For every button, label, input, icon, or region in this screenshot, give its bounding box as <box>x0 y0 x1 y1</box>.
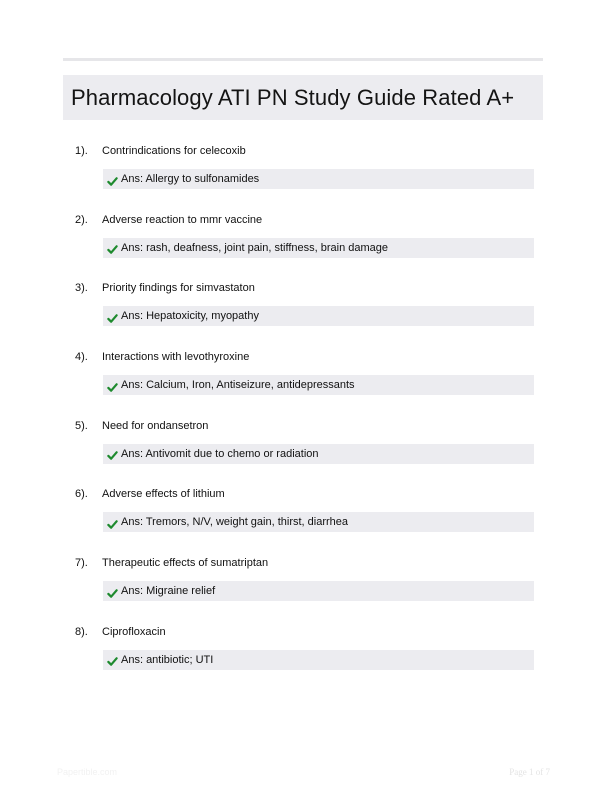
question-number: 7). <box>75 557 88 570</box>
check-icon <box>107 242 118 253</box>
check-icon <box>107 311 118 322</box>
question-number: 1). <box>75 145 88 157</box>
answer-box <box>103 169 534 189</box>
answer-box <box>103 512 534 532</box>
question-text: Need for ondansetron <box>102 419 209 432</box>
question-text: Ciprofloxacin <box>102 625 166 638</box>
question-text: Contrindications for celecoxib <box>102 145 246 157</box>
qa-item <box>0 418 606 487</box>
top-divider <box>63 58 543 61</box>
title-banner <box>63 75 543 120</box>
question-number: 5). <box>75 419 88 432</box>
answer-text: Ans: Tremors, N/V, weight gain, thirst, diarrhea <box>121 516 349 529</box>
check-icon <box>107 448 118 459</box>
answer-box <box>103 238 534 258</box>
check-icon <box>107 174 118 185</box>
answer-text: Ans: Allergy to sulfonamides <box>121 173 260 185</box>
question-number: 2). <box>75 213 88 226</box>
answer-text: Ans: rash, deafness, joint pain, stiffness, brain damage <box>121 241 389 254</box>
question-text: Priority findings for simvastaton <box>102 282 255 295</box>
question-text: Therapeutic effects of sumatriptan <box>102 557 269 570</box>
qa-item <box>0 624 606 693</box>
answer-text: Ans: Hepatoxicity, myopathy <box>121 310 259 323</box>
question-text: Interactions with levothyroxine <box>102 351 250 364</box>
page-title: Pharmacology ATI PN Study Guide Rated A+ <box>71 84 515 110</box>
answer-box <box>103 306 534 326</box>
question-text: Adverse effects of lithium <box>102 488 225 501</box>
answer-box <box>103 444 534 464</box>
check-icon <box>107 380 118 391</box>
answer-text: Ans: Antivomit due to chemo or radiation <box>121 447 319 460</box>
check-icon <box>107 654 118 665</box>
qa-list <box>0 143 606 693</box>
answer-text: Ans: antibiotic; UTI <box>121 653 214 666</box>
qa-item <box>0 486 606 555</box>
answer-box <box>103 375 534 395</box>
answer-box <box>103 650 534 670</box>
qa-item <box>0 349 606 418</box>
qa-item <box>0 555 606 624</box>
question-number: 3). <box>75 282 88 295</box>
qa-item <box>0 212 606 281</box>
page-number: Page 1 of 7 <box>509 767 550 777</box>
answer-text: Ans: Calcium, Iron, Antiseizure, antidepressants <box>121 379 355 392</box>
answer-box <box>103 581 534 601</box>
question-number: 4). <box>75 351 88 364</box>
answer-text: Ans: Migraine relief <box>121 585 216 598</box>
question-number: 8). <box>75 625 88 638</box>
question-text: Adverse reaction to mmr vaccine <box>102 213 263 226</box>
footer-source: Papertible.com <box>57 767 118 777</box>
question-number: 6). <box>75 488 88 501</box>
qa-item <box>0 143 606 212</box>
check-icon <box>107 517 118 528</box>
check-icon <box>107 586 118 597</box>
qa-item <box>0 280 606 349</box>
